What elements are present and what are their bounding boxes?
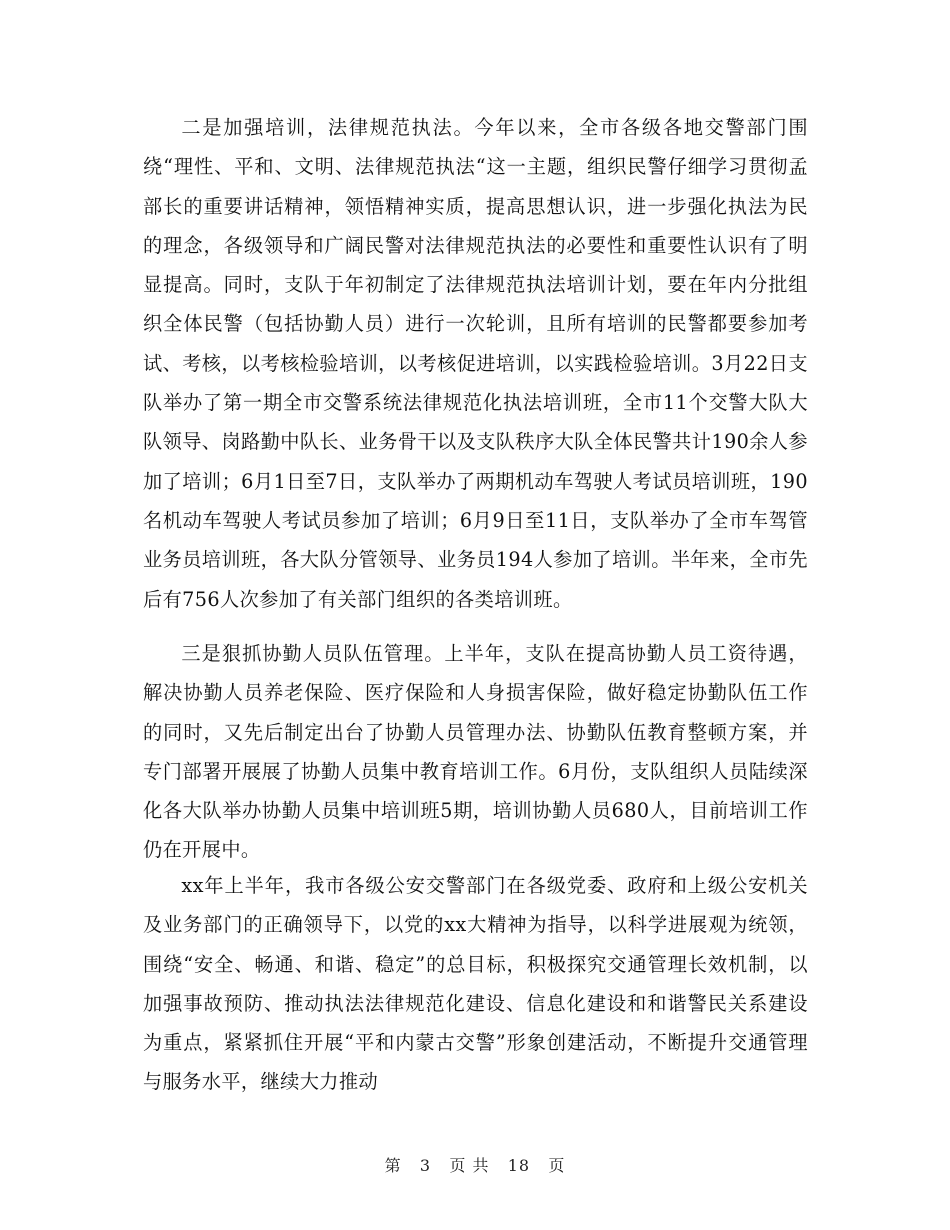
paragraph-auxiliary-staff: 三是狠抓协勤人员队伍管理。上半年，支队在提高协勤人员工资待遇，解决协勤人员养老保险、医疗保险和人身损害保险，做好稳定协勤队伍工作的同时，又先后制定出台了协勤人员管理办法、协勤队伍教育整顿方案，并专门部署开展展了协勤人员集中教育培训工作。6月份，支队组织人员陆续深化各大队举办协勤人员集中培训班5期，培训协勤人员680人，目前培训工作仍在开展中。 [143,642,808,862]
paragraph-half-year-summary: xx年上半年，我市各级公安交警部门在各级党委、政府和上级公安机关及业务部门的正确领导下，以党的xx大精神为指导，以科学进展观为统领，围绕“安全、畅通、和谐、稳定”的总目标，积极探究交通管理长效机制，以加强事故预防、推动执法法律规范化建设、信息化建设和和谐警民关系建设为重点，紧紧抓住开展“平和内蒙古交警”形象创建活动，不断提升交通管理与服务水平，继续大力推动 [143,874,808,1094]
page-mid: 页 共 [449,1156,490,1175]
page-footer [0,1153,950,1176]
page-prefix: 第 [384,1156,402,1175]
paragraph-training: 二是加强培训，法律规范执法。今年以来，全市各级各地交警部门围绕“理性、平和、文明、法律规范执法“这一主题，组织民警仔细学习贯彻孟部长的重要讲话精神，领悟精神实质，提高思想认识，进一步强化执法为民的理念，各级领导和广阔民警对法律规范执法的必要性和重要性认识有了明显提高。同时，支队于年初制定了法律规范执法培训计划，要在年内分批组织全体民警（包括协勤人员）进行一次轮训，且所有培训的民警都要参加考试、考核，以考核检验培训，以考核促进培训，以实践检验培训。3月22日支队举办了第一期全市交警系统法律规范化执法培训班，全市11个交警大队大队领导、岗路勤中队长、业务骨干以及支队秩序大队全体民警共计190余人参加了培训；6月1日至7日，支队举办了两期机动车驾驶人考试员培训班，190名机动车驾驶人考试员参加了培训；6月9日至11日，支队举办了全市车驾管业务员培训班，各大队分管领导、业务员194人参加了培训。半年来，全市先后有756人次参加了有关部门组织的各类培训班。 [143,116,808,611]
page-number: 3 [419,1156,432,1175]
page-suffix: 页 [548,1156,566,1175]
page-total: 18 [507,1156,531,1175]
